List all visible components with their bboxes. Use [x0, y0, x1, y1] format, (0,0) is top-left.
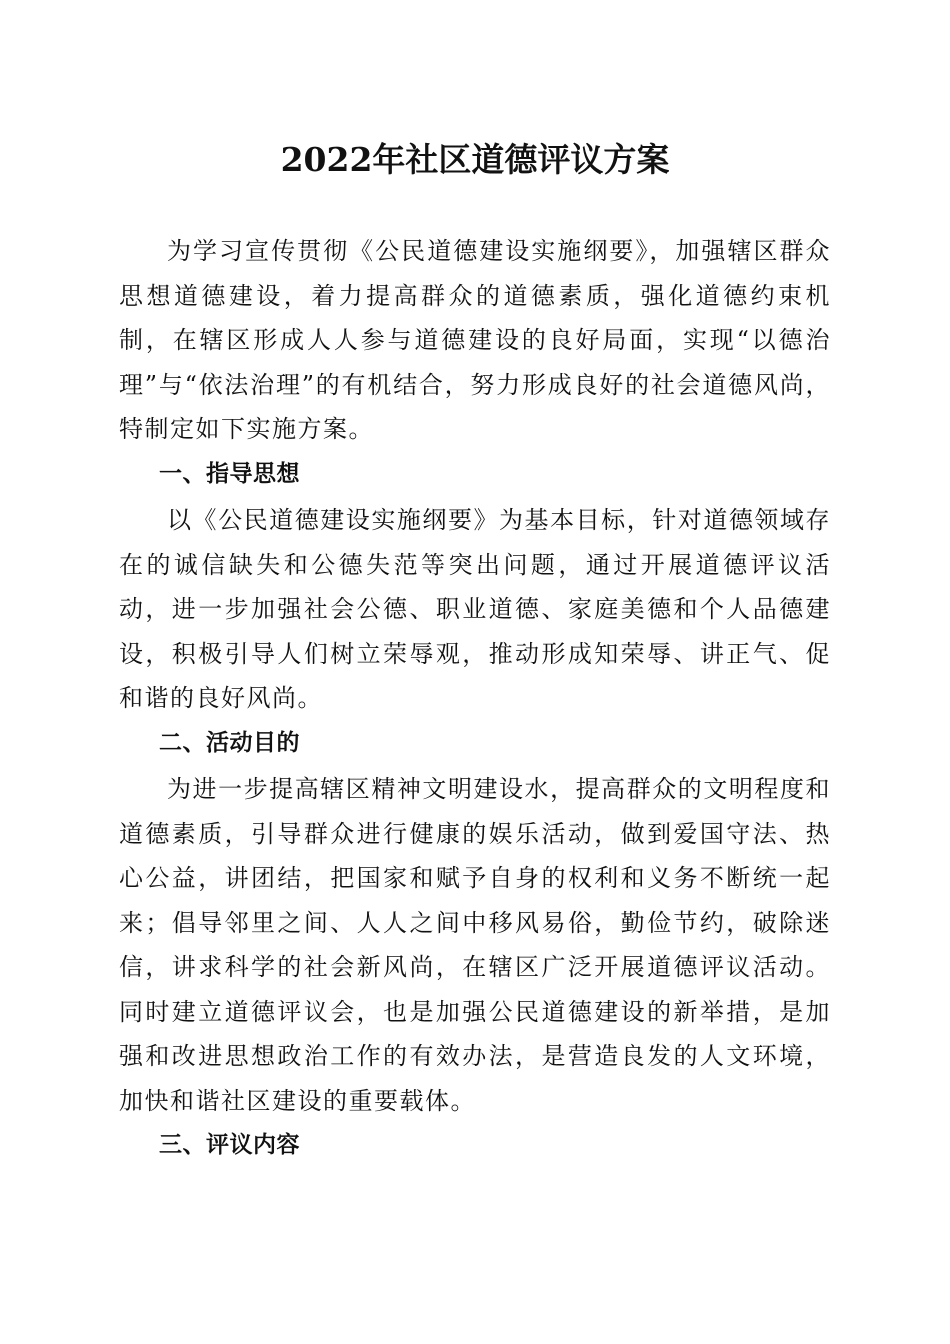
- guiding-ideology-paragraph: 以《公民道德建设实施纲要》为基本目标，针对道德领域存在的诚信缺失和公德失范等突出问题，通过开展道德评议活动，进一步加强社会公德、职业道德、家庭美德和个人品德建设，积极引导人们树立荣辱观，推动形成知荣辱、讲正气、促和谐的良好风尚。: [119, 506, 831, 712]
- section-heading-guiding-ideology: 一、指导思想: [159, 460, 300, 487]
- section-heading-activity-purpose: 二、活动目的: [159, 729, 300, 756]
- activity-purpose-paragraph: 为进一步提高辖区精神文明建设水，提高群众的文明程度和道德素质，引导群众进行健康的娱乐活动，做到爱国守法、热心公益，讲团结，把国家和赋予自身的权利和义务不断统一起来；倡导邻里之间、人人之间中移风易俗，勤俭节约，破除迷信，讲求科学的社会新风尚，在辖区广泛开展道德评议活动。同时建立道德评议会，也是加强公民道德建设的新举措，是加强和改进思想政治工作的有效办法，是营造良发的人文环境，加快和谐社区建设的重要载体。: [119, 775, 831, 1115]
- intro-paragraph: 为学习宣传贯彻《公民道德建设实施纲要》，加强辖区群众思想道德建设，着力提高群众的道德素质，强化道德约束机制，在辖区形成人人参与道德建设的良好局面，实现“以德治理”与“依法治理”的有机结合，努力形成良好的社会道德风尚，特制定如下实施方案。: [119, 237, 831, 443]
- document-title: 2022年社区道德评议方案: [280, 140, 670, 179]
- document-body: [119, 229, 831, 1168]
- section-heading-review-content: 三、评议内容: [159, 1132, 300, 1158]
